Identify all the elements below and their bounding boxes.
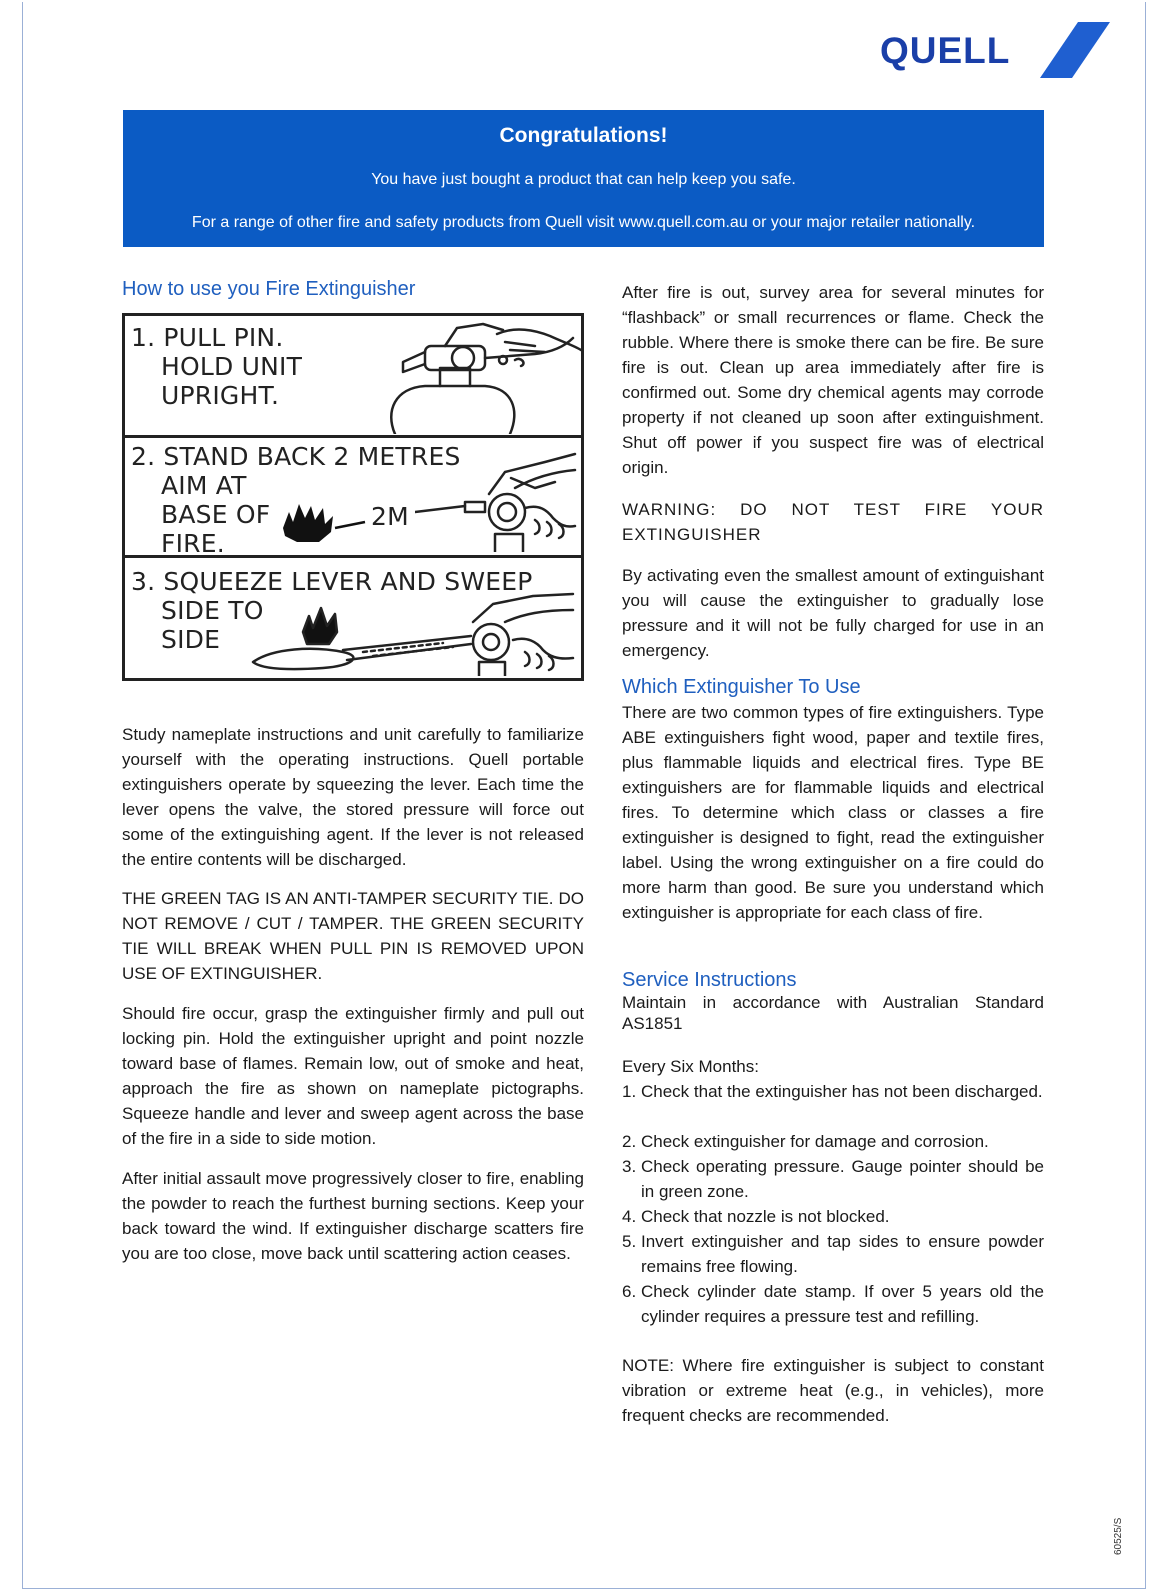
- step2-line3: BASE OF: [161, 500, 271, 529]
- banner-title: Congratulations!: [499, 124, 668, 147]
- banner-message: You have just bought a product that can help keep you safe.: [371, 171, 796, 188]
- document-code: 60525/S: [1113, 1517, 1124, 1555]
- check-item-2: 2. Check extinguisher for damage and corrosion.: [622, 1132, 989, 1151]
- check-item-5: 5. Invert extinguisher and tap sides to ensure powder remains free flowing.: [622, 1232, 1044, 1276]
- instruction-pictograph-panel: [122, 313, 584, 681]
- note-paragraph: NOTE: Where fire extinguisher is subject to constant vibration or extreme heat (e.g., in vehicles), more frequent checks are recommended.: [622, 1356, 1044, 1425]
- check-item-3: 3. Check operating pressure. Gauge pointer should be in green zone.: [622, 1157, 1044, 1201]
- warning-text: WARNING: DO NOT TEST FIRE YOUR EXTINGUISHER: [622, 500, 1044, 544]
- check-item-1: 1. Check that the extinguisher has not been discharged.: [622, 1082, 1043, 1101]
- initial-assault-paragraph: After initial assault move progressively closer to fire, enabling the powder to reach the furthest burning sections. Keep your back toward the wind. If extinguisher discharge scatters fire you are too close, move back until scattering action ceases.: [122, 1169, 584, 1263]
- step2-line2: AIM AT: [161, 471, 247, 500]
- pull-pin-illustration-icon: [385, 316, 585, 434]
- green-tag-warning-paragraph: THE GREEN TAG IS AN ANTI-TAMPER SECURITY TIE. DO NOT REMOVE / CUT / TAMPER. THE GREEN SECURITY TIE WILL BREAK WHEN PULL PIN IS REMOVED UPON USE OF EXTINGUISHER.: [122, 889, 584, 983]
- congratulations-banner: [123, 110, 1044, 247]
- step3-line3: SIDE: [161, 625, 221, 654]
- nameplate-instructions-paragraph: Study nameplate instructions and unit carefully to familiarize yourself with the operating instructions. Quell portable extinguishers operate by squeezing the lever. Each time the lever opens the valve, the stored pressure will force out some of the extinguishing agent. If the lever is not released the entire contents will be discharged.: [122, 725, 584, 869]
- logo-slash-icon: [1040, 22, 1110, 82]
- step3-line1: 3. SQUEEZE LEVER AND SWEEP: [131, 567, 533, 596]
- step3-line2: SIDE TO: [161, 596, 264, 625]
- quell-logo: [880, 22, 1110, 82]
- step2-line1: 2. STAND BACK 2 METRES: [131, 442, 461, 471]
- step2-line4: FIRE.: [161, 529, 225, 558]
- logo-text: QUELL: [880, 30, 1011, 71]
- extinguishant-paragraph: By activating even the smallest amount of extinguishant you will cause the extinguisher to gradually lose pressure and it will not be fully charged for use in an emergency.: [622, 566, 1044, 660]
- sweep-extinguisher-illustration-icon: [243, 592, 583, 676]
- check-item-4: 4. Check that nozzle is not blocked.: [622, 1207, 890, 1226]
- service-instructions-heading: Service Instructions: [622, 969, 797, 991]
- step-pull-pin: [125, 316, 581, 438]
- every-six-months-label: Every Six Months:: [622, 1057, 759, 1076]
- which-extinguisher-paragraph: There are two common types of fire extinguishers. Type ABE extinguishers fight wood, paper and textile fires, plus flammable liquids and electrical fires. Type BE extinguishers are for flammable liquids and electrical fires. To determine which class or classes a fire extinguisher is designed to fight, read the extinguisher label. Using the wrong extinguisher on a fire could do more harm than good. Be sure you understand which extinguisher is appropriate for each class of fire.: [622, 703, 1044, 922]
- service-standard-text: Maintain in accordance with Australian Standard AS1851: [622, 993, 1044, 1033]
- fire-occur-paragraph: Should fire occur, grasp the extinguisher firmly and pull out locking pin. Hold the extinguisher upright and point nozzle toward base of flames. Remain low, out of smoke and heat, approach the fire as shown on nameplate pictographs. Squeeze handle and lever and sweep agent across the base of the fire in a side to side motion.: [122, 1004, 584, 1148]
- step1-line1: 1. PULL PIN.: [131, 323, 284, 352]
- fire-icon: [275, 498, 370, 548]
- distance-label: 2M: [371, 502, 409, 531]
- step-squeeze-sweep: [125, 558, 581, 678]
- step1-line3: UPRIGHT.: [161, 381, 280, 410]
- step-stand-back: [125, 438, 581, 558]
- which-extinguisher-heading: Which Extinguisher To Use: [622, 676, 861, 698]
- aim-extinguisher-illustration-icon: [415, 448, 585, 552]
- after-fire-paragraph: After fire is out, survey area for several minutes for “flashback” or small recurrences or flame. Check the rubble. Where there is smoke there can be fire. Be sure fire is out. Clean up area immediately after fire is confirmed out. Some dry chemical agents may corrode property if not cleaned up soon after extinguishment. Shut off power if you suspect fire was of electrical origin.: [622, 283, 1044, 477]
- banner-website-message: For a range of other fire and safety products from Quell visit www.quell.com.au or your major retailer nationally.: [191, 214, 976, 231]
- how-to-heading: How to use you Fire Extinguisher: [122, 278, 416, 300]
- step1-line2: HOLD UNIT: [161, 352, 303, 381]
- check-item-6: 6. Check cylinder date stamp. If over 5 years old the cylinder requires a pressure test and refilling.: [622, 1282, 1044, 1326]
